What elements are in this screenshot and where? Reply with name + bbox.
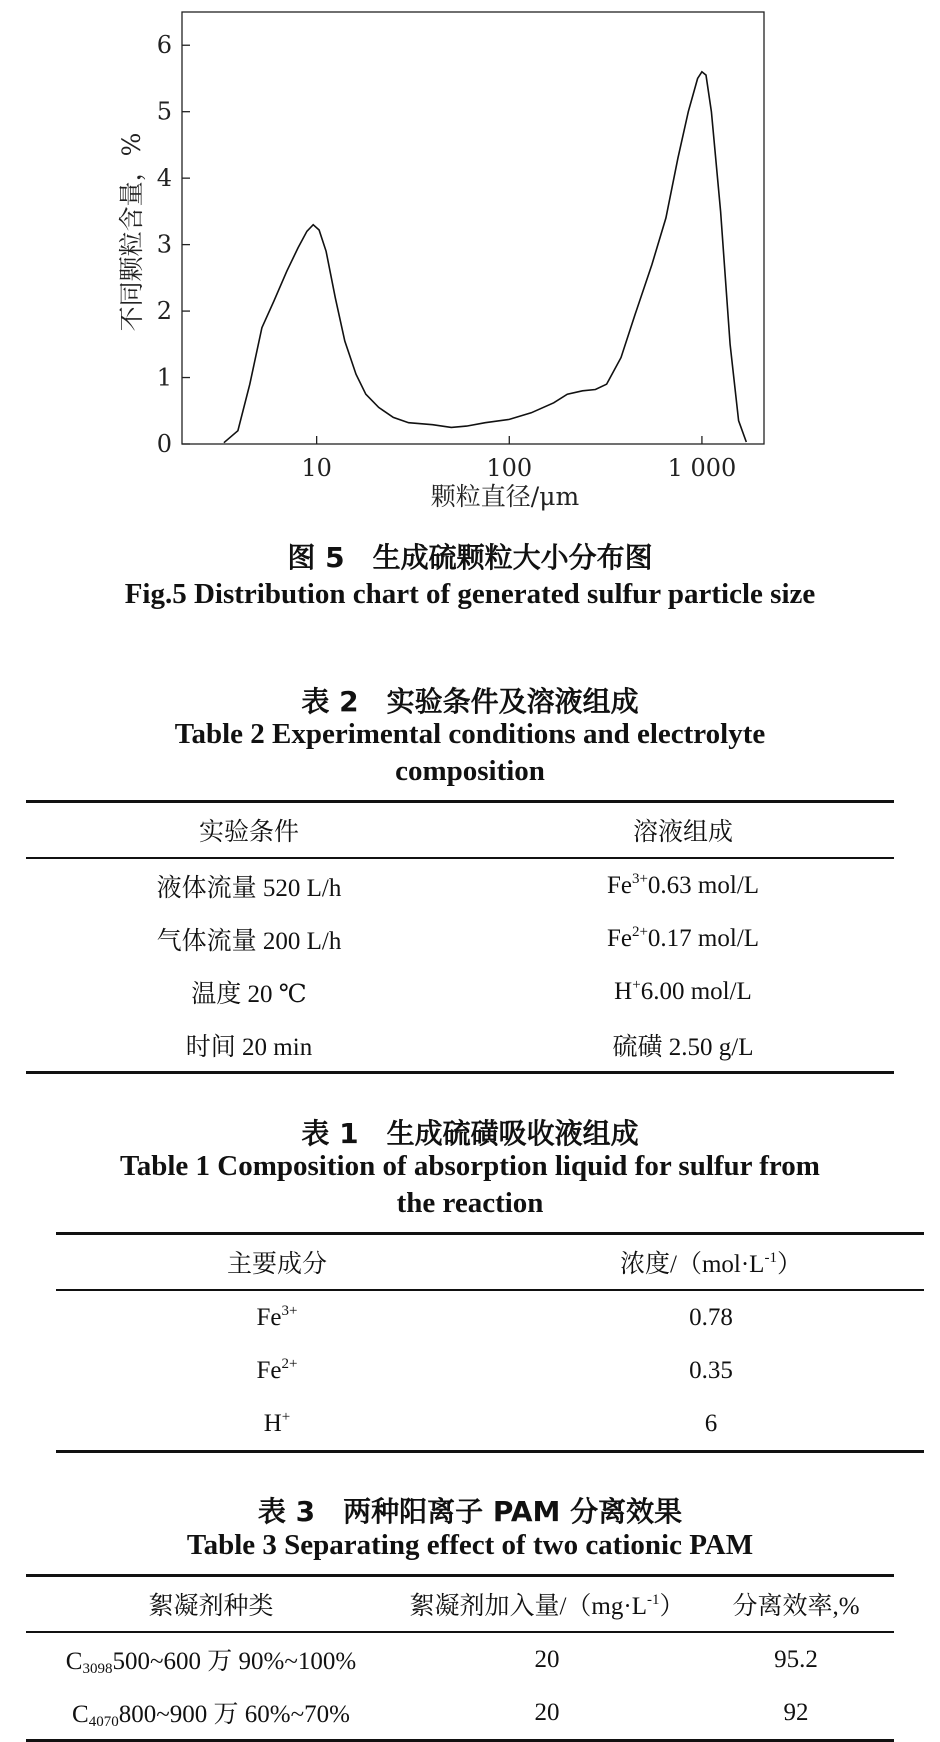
table3-efficiency: 95.2 bbox=[774, 1645, 818, 1673]
y-axis-label: 不同颗粒含量，% bbox=[117, 132, 146, 332]
table1-header-concentration: 浓度$/(mol\cdot L^{-1})$ bbox=[498, 1234, 924, 1291]
table2-composition: $Fe^{3+}0.63$ mol/L bbox=[606, 871, 760, 899]
y-tick-label: 5 bbox=[156, 97, 172, 126]
table-row bbox=[26, 912, 894, 965]
table-row bbox=[26, 1686, 894, 1741]
table2 bbox=[26, 800, 894, 1074]
y-tick-label: 1 bbox=[156, 363, 172, 392]
table3-caption-cn: 表 3 两种阳离子 PAM 分离效果 bbox=[257, 1495, 683, 1528]
table1-component: H+ bbox=[56, 1397, 498, 1452]
table-row bbox=[56, 1344, 924, 1397]
distribution-curve bbox=[224, 72, 746, 443]
plot-frame bbox=[182, 12, 764, 444]
x-tick-label: 1 000 bbox=[667, 454, 737, 482]
x-axis-label: 颗粒直径/μm bbox=[430, 482, 580, 511]
table1-caption-cn: 表 1 生成硫磺吸收液组成 bbox=[301, 1117, 639, 1150]
x-axis-ticks bbox=[301, 436, 736, 482]
figure5-caption-en: Fig.5 Distribution chart of generated sulfur particle size bbox=[124, 578, 816, 610]
x-tick-label: 10 bbox=[301, 454, 332, 482]
table3-dose: 20 bbox=[396, 1686, 698, 1741]
table3-header-dose: 絮凝剂加入量$/(mg\cdot L^{-1})$ bbox=[396, 1576, 698, 1633]
table1-concentration: 6 bbox=[498, 1397, 924, 1452]
table3-header-type: 絮凝剂种类 bbox=[26, 1576, 396, 1633]
table1-header-component: 主要成分 bbox=[56, 1234, 498, 1291]
table2-caption-cn: 表 2 实验条件及溶液组成 bbox=[301, 685, 639, 718]
y-tick-label: 3 bbox=[156, 230, 172, 259]
table2-condition: 气体流量 200 L/h bbox=[156, 927, 342, 955]
table2-condition: 时间 20 min bbox=[26, 1018, 472, 1073]
table2-caption-en-line2: composition bbox=[395, 755, 545, 787]
table1 bbox=[56, 1232, 924, 1453]
figure5-caption-cn: 图 5 生成硫颗粒大小分布图 bbox=[287, 541, 653, 574]
table1-caption-en-line1: Table 1 Composition of absorption liquid for sulfur from bbox=[120, 1150, 820, 1182]
table2-header-conditions: 实验条件 bbox=[26, 802, 472, 859]
table1-component: $Fe^{2+}$ bbox=[256, 1356, 298, 1384]
table-row bbox=[26, 1632, 894, 1686]
table2-caption-en-line1: Table 2 Experimental conditions and electrolyte bbox=[174, 718, 766, 750]
table-row bbox=[26, 858, 894, 912]
table2-composition: 硫磺 2.50 g/L bbox=[472, 1018, 894, 1073]
table-row bbox=[26, 1018, 894, 1073]
y-tick-label: 2 bbox=[156, 297, 172, 326]
table2-composition: $Fe^{2+}0.17$ mol/L bbox=[606, 924, 760, 952]
table2-header-composition: 溶液组成 bbox=[472, 802, 894, 859]
table2-composition: H+6.00 mol/L bbox=[614, 977, 752, 1005]
table3-flocculant: $C_{4070}800\sim 900$ 万 60%~70% bbox=[26, 1686, 396, 1741]
table1-caption-en-line2: the reaction bbox=[396, 1187, 544, 1219]
y-tick-label: 4 bbox=[156, 164, 172, 193]
table-row bbox=[56, 1290, 924, 1344]
table1-concentration: 0.35 bbox=[689, 1356, 733, 1384]
x-tick-label: 100 bbox=[486, 454, 533, 482]
table1-concentration: 0.78 bbox=[689, 1303, 733, 1331]
table3-caption-en: Table 3 Separating effect of two cationic PAM bbox=[186, 1529, 754, 1561]
table-row bbox=[56, 1397, 924, 1452]
table3-header-efficiency: 分离效率,% bbox=[698, 1576, 894, 1633]
table1-component: $Fe^{3+}$ bbox=[256, 1303, 298, 1331]
y-tick-label: 6 bbox=[156, 31, 172, 60]
y-axis-ticks bbox=[157, 31, 190, 458]
y-tick-label: 0 bbox=[156, 430, 172, 458]
table3-efficiency: 92 bbox=[698, 1686, 894, 1741]
table3-flocculant: $C_{3098}500\sim 600$ 万 90%~100% bbox=[65, 1648, 357, 1677]
particle-size-chart bbox=[0, 0, 940, 520]
table3-dose: 20 bbox=[534, 1645, 560, 1673]
table3 bbox=[26, 1574, 894, 1742]
table-row bbox=[26, 965, 894, 1018]
table2-condition: 温度 20 ℃ bbox=[191, 980, 307, 1008]
table2-condition: 液体流量 520 L/h bbox=[156, 874, 342, 902]
